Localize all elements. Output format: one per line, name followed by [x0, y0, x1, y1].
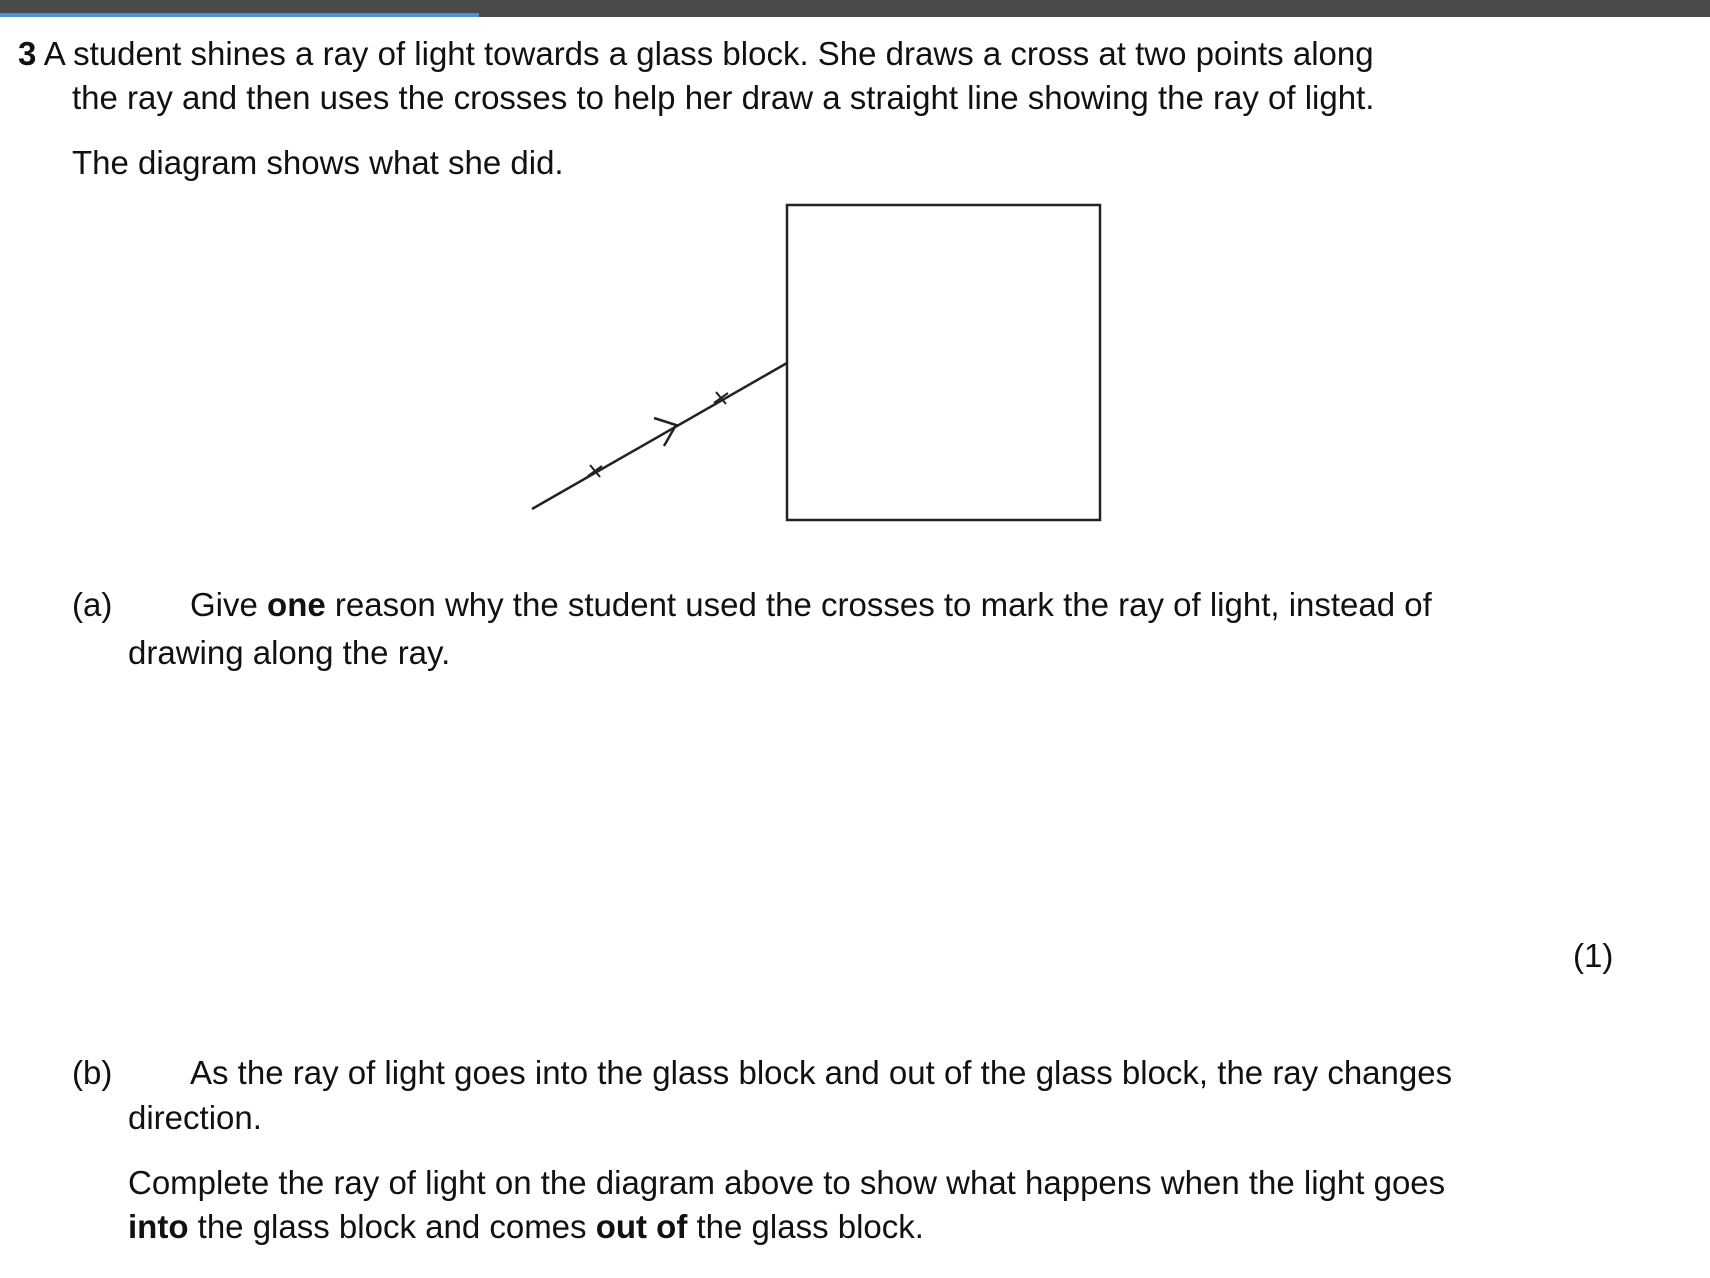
ray-glass-block-diagram: [520, 195, 1120, 535]
light-ray: [532, 363, 787, 509]
diagram-caption: The diagram shows what she did.: [72, 144, 564, 181]
part-b-instruction-line-2: [128, 1208, 924, 1246]
glass-block: [787, 205, 1100, 520]
question-intro-line-2: the ray and then uses the crosses to help her draw a straight line showing the ray of light.: [72, 79, 1375, 116]
part-b-line-2: direction.: [128, 1099, 262, 1136]
part-b-mid-text: the glass block and comes: [188, 1208, 596, 1245]
part-a-bold-word: one: [267, 586, 326, 623]
part-a-line-1: [190, 586, 1432, 624]
question-number: 3: [18, 35, 37, 72]
bold-into: into: [128, 1208, 189, 1245]
question-intro-line-1: [18, 35, 1374, 73]
part-b-instruction-line-1: Complete the ray of light on the diagram above to show what happens when the light goes: [128, 1164, 1446, 1201]
part-a-marks: (1): [1573, 937, 1614, 974]
part-b-end-text: the glass block.: [687, 1208, 924, 1245]
part-a-text-start: Give: [190, 586, 268, 623]
bold-out-of: out of: [595, 1208, 688, 1245]
part-a-text-end: reason why the student used the crosses to mark the ray of light, instead of: [325, 586, 1432, 623]
part-b-line-1: As the ray of light goes into the glass block and out of the glass block, the ray changes: [190, 1054, 1453, 1091]
part-b-label: (b): [72, 1054, 113, 1091]
part-a-line-2: drawing along the ray.: [128, 634, 451, 671]
intro-line-1-text: A student shines a ray of light towards a glass block. She draws a cross at two points along: [43, 35, 1374, 72]
part-a-label: (a): [72, 586, 113, 623]
